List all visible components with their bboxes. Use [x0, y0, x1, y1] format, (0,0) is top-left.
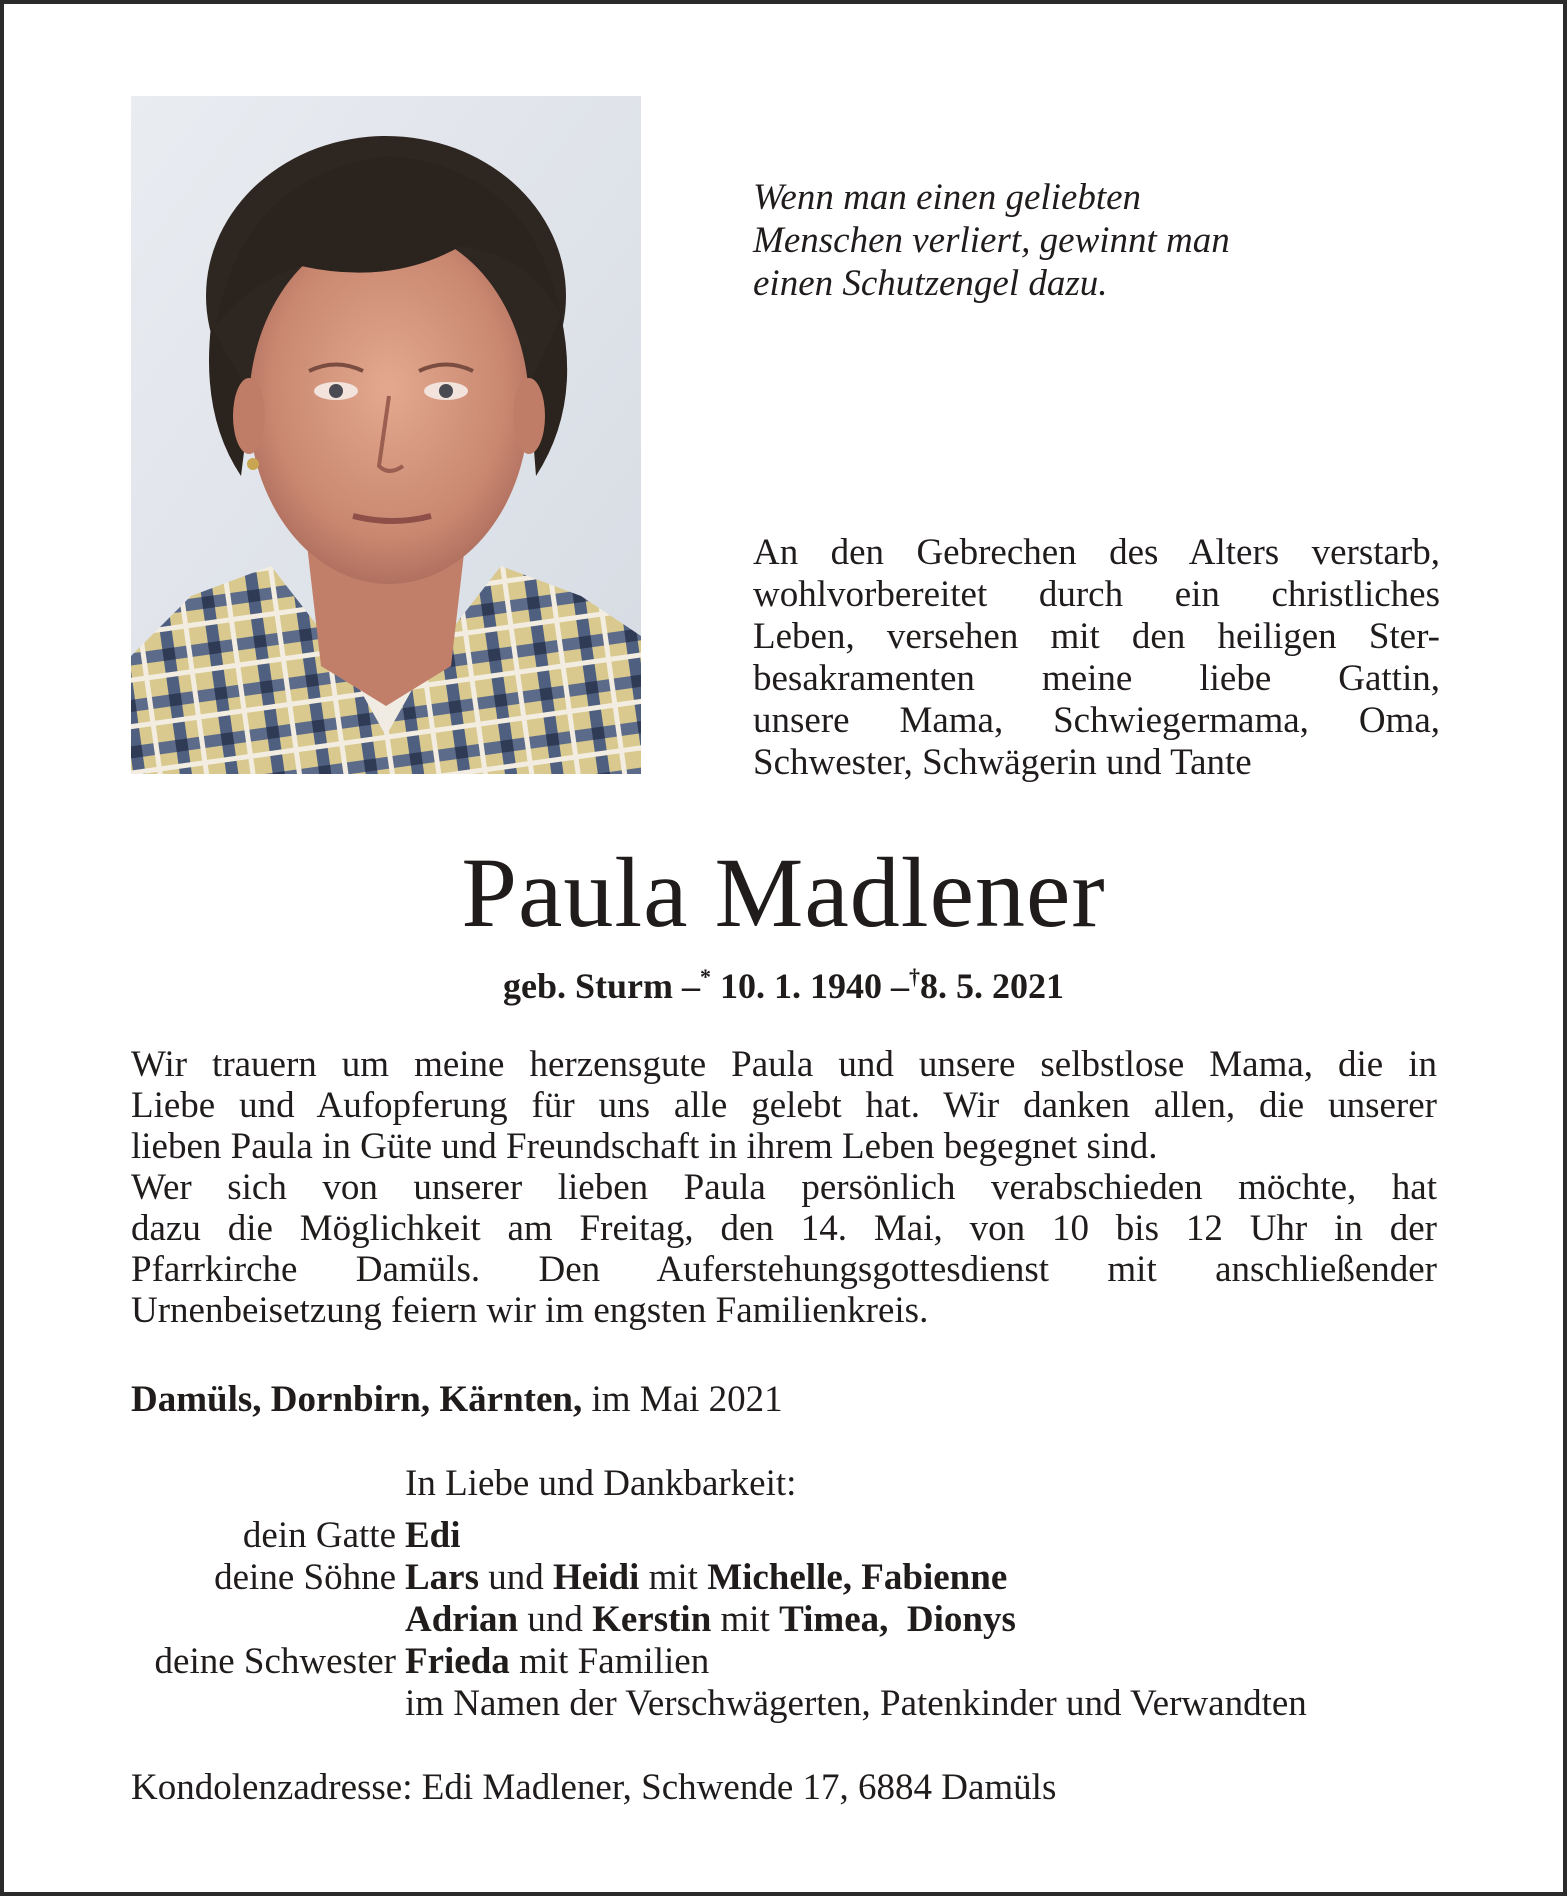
conjunction: und	[488, 1557, 544, 1598]
family-row	[0, 1640, 1567, 1682]
family-list	[0, 1514, 1567, 1724]
body-line: Wir trauern um meine herzensgute Paula und unsere selbstlose Mama, die in	[131, 1044, 1437, 1085]
motto-line: einen Schutzengel dazu.	[753, 263, 1108, 304]
notice-date: im Mai 2021	[591, 1379, 783, 1420]
relation-label: deine Schwester	[154, 1641, 396, 1682]
family-row	[0, 1556, 1567, 1598]
husband-name: Edi	[405, 1515, 461, 1556]
family-row	[0, 1514, 1567, 1556]
body-line: Liebe und Aufopferung für uns alle gelebt hat. Wir danken allen, die unserer	[131, 1085, 1437, 1126]
body-line: Pfarrkirche Damüls. Den Auferstehungsgottesdienst mit anschließender	[131, 1249, 1437, 1290]
family-members	[405, 1514, 461, 1557]
family-members	[405, 1640, 709, 1683]
mourning-text	[131, 1044, 1437, 1331]
conjunction: mit	[720, 1599, 770, 1640]
son-name: Lars	[405, 1557, 479, 1598]
closing-line: im Namen der Verschwägerten, Patenkinder und Verwandten	[405, 1683, 1307, 1724]
birth-name: geb. Sturm	[503, 966, 673, 1006]
life-dates	[0, 955, 1567, 1008]
conjunction: mit	[648, 1557, 698, 1598]
motto-line: Wenn man einen geliebten	[753, 177, 1142, 218]
intro-paragraph	[753, 532, 1440, 784]
dash: –	[682, 966, 700, 1006]
intro-line: unsere Mama, Schwiegermama, Oma,	[753, 700, 1440, 741]
intro-line: An den Gebrechen des Alters verstarb,	[753, 532, 1440, 573]
sister-name: Frieda	[405, 1641, 510, 1682]
relation-label: deine Söhne	[214, 1557, 396, 1598]
birth-star-symbol: *	[700, 964, 711, 989]
body-line: Urnenbeisetzung feiern wir im engsten Familienkreis.	[131, 1290, 929, 1331]
family-members	[405, 1598, 1016, 1641]
intro-line: Leben, versehen mit den heiligen Ster-	[753, 616, 1440, 657]
son-name: Adrian	[405, 1599, 519, 1640]
motto-quote	[753, 176, 1393, 305]
place-and-date	[131, 1378, 783, 1422]
family-members	[405, 1556, 1007, 1599]
thanks-line: In Liebe und Dankbarkeit:	[405, 1463, 797, 1504]
portrait-photo	[131, 96, 641, 774]
dash: –	[891, 966, 909, 1006]
partner-name: Heidi	[553, 1557, 640, 1598]
death-cross-symbol: †	[909, 964, 920, 989]
conjunction: und	[527, 1599, 583, 1640]
partner-name: Kerstin	[592, 1599, 712, 1640]
sister-suffix: mit Familien	[519, 1641, 710, 1682]
grandchildren-names: Timea, Dionys	[779, 1599, 1016, 1640]
intro-line: wohlvorbereitet durch ein christliches	[753, 574, 1440, 615]
body-line: Wer sich von unserer lieben Paula persönlich verabschieden möchte, hat	[131, 1167, 1437, 1208]
relation-label: dein Gatte	[242, 1515, 396, 1556]
family-row	[0, 1598, 1567, 1640]
family-row	[0, 1682, 1567, 1724]
body-line: dazu die Möglichkeit am Freitag, den 14. Mai, von 10 bis 12 Uhr in der	[131, 1208, 1437, 1249]
deceased-name: Paula Madlener	[461, 837, 1106, 948]
body-line: lieben Paula in Güte und Freundschaft in ihrem Leben begegnet sind.	[131, 1126, 1158, 1167]
condolence-address: Kondolenzadresse: Edi Madlener, Schwende 17, 6884 Damüls	[131, 1767, 1057, 1808]
motto-line: Menschen verliert, gewinnt man	[753, 220, 1230, 261]
towns: Damüls, Dornbirn, Kärnten,	[131, 1379, 583, 1420]
grandchildren-names: Michelle, Fabienne	[707, 1557, 1008, 1598]
birth-date: 10. 1. 1940	[720, 966, 882, 1006]
death-date: 8. 5. 2021	[920, 966, 1064, 1006]
intro-line: Schwester, Schwägerin und Tante	[753, 742, 1252, 783]
intro-line: besakramenten meine liebe Gattin,	[753, 658, 1440, 699]
